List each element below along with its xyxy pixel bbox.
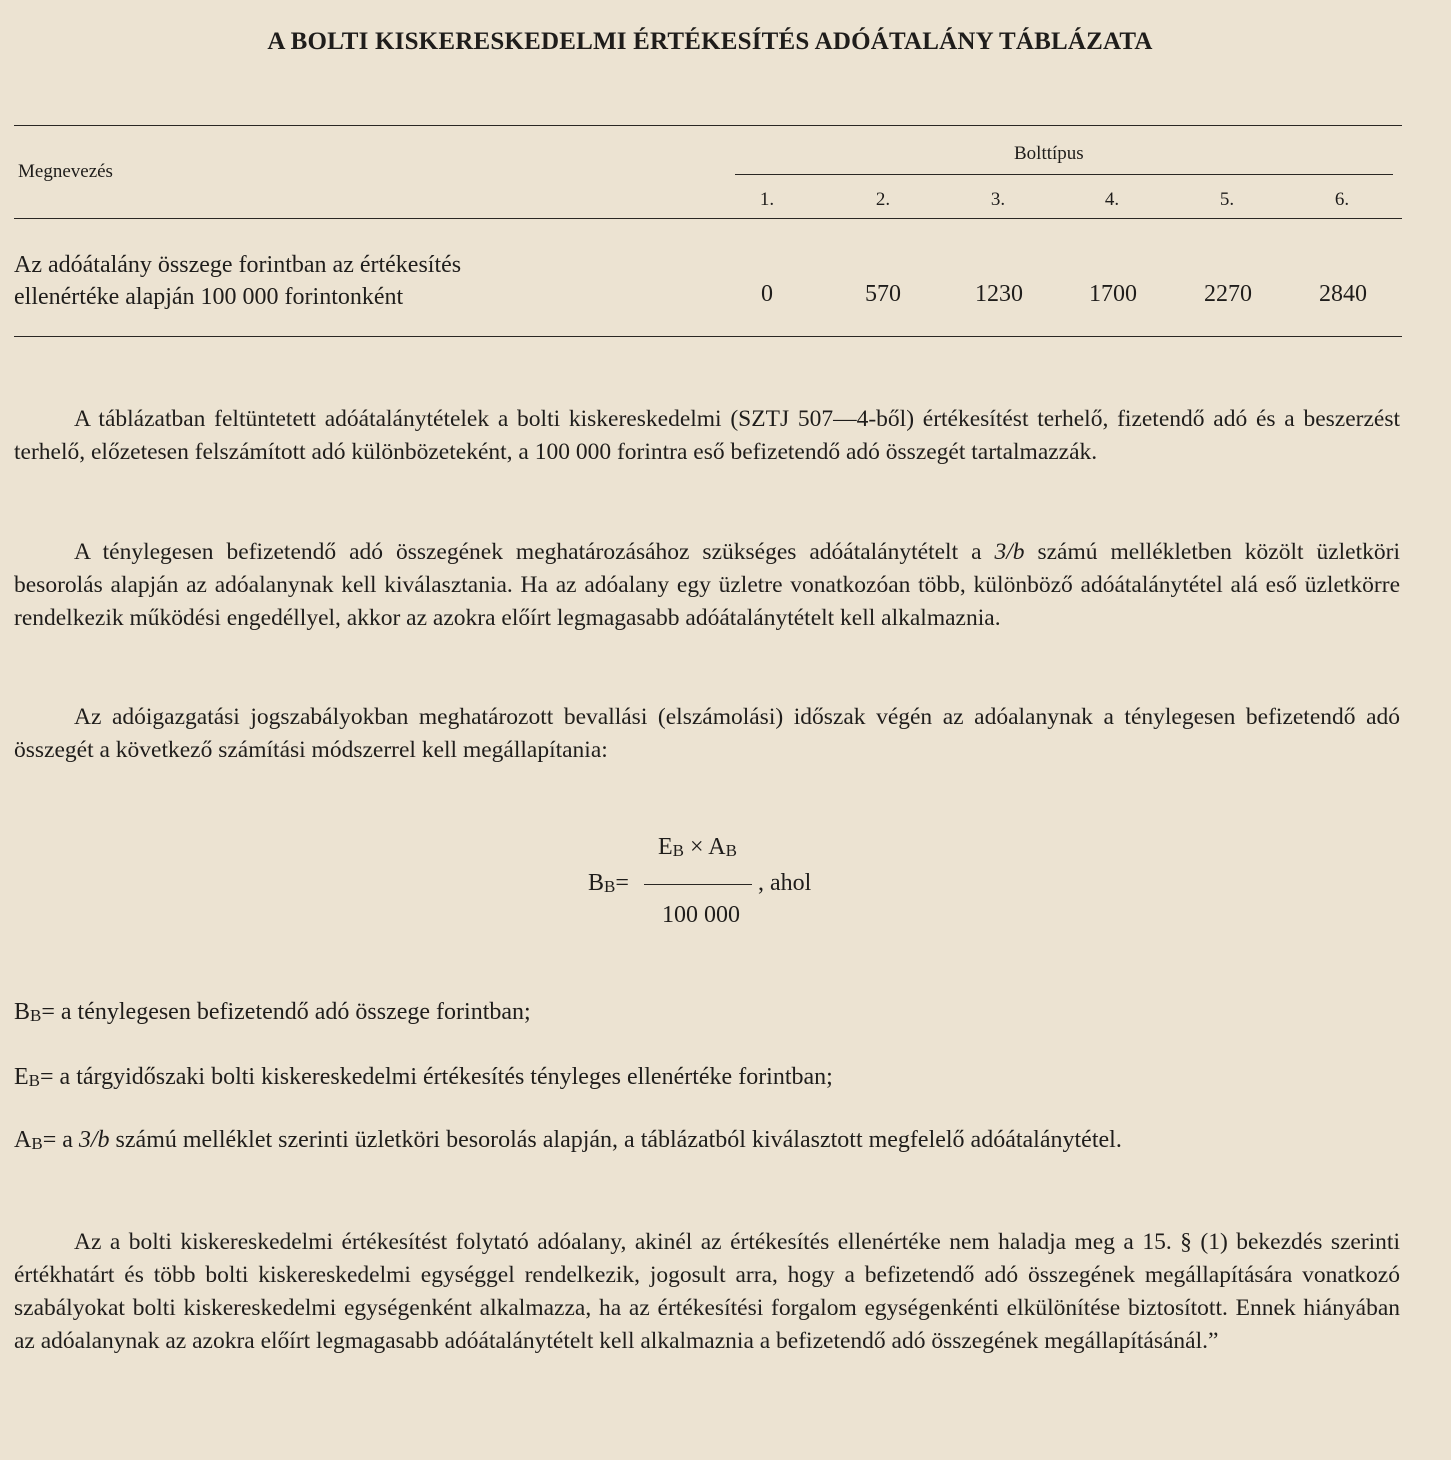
table-top-rule	[14, 125, 1402, 126]
paragraph-3: Az adóigazgatási jogszabályokban meghatározott bevallási (elszámolási) időszak végén az adóalanynak a ténylegesen befizetendő adó összegét a következő számítási módszerrel kell megállapítania:	[14, 704, 1400, 763]
column-header: 2.	[875, 189, 891, 210]
table-bottom-rule	[14, 336, 1402, 337]
formula-numerator: EB × AB	[658, 834, 737, 860]
formula-lhs: BB=	[588, 870, 629, 896]
table-cell: 0	[761, 281, 773, 307]
definition-e: EB= a tárgyidőszaki bolti kiskereskedelmi értékesítés tényleges ellenértéke forintban;	[14, 1064, 833, 1090]
column-header: 6.	[1334, 189, 1350, 210]
annex-reference: 3/b	[994, 539, 1025, 565]
column-header: 1.	[759, 189, 775, 210]
header-group: Bolttípus	[1014, 143, 1084, 164]
fraction-bar	[644, 884, 752, 885]
table-cell: 570	[865, 281, 901, 307]
formula-denominator: 100 000	[662, 902, 740, 928]
header-bottom-rule	[14, 218, 1402, 219]
column-header: 3.	[990, 189, 1006, 210]
formula-suffix: , ahol	[758, 870, 812, 896]
table-cell: 1700	[1089, 281, 1137, 307]
page-title: A BOLTI KISKERESKEDELMI ÉRTÉKESÍTÉS ADÓÁTALÁNY TÁBLÁZATA	[267, 28, 1153, 55]
paragraph-2: A ténylegesen befizetendő adó összegének meghatározásához szükséges adóátalánytételt a 3/b számú mellékletben közölt üzletköri besorolás alapján az adóalanynak kell kiválasztania. Ha az adóalany egy üzletre vonatkozóan több, különböző adóátalánytétel alá eső üzletkörre rendelkezik működési engedéllyel, akkor az azokra előírt legmagasabb adóátalánytételt kell alkalmaznia.	[14, 539, 1400, 631]
column-header: 4.	[1104, 189, 1120, 210]
paragraph-4: Az a bolti kiskereskedelmi értékesítést folytató adóalany, akinél az értékesítés ellenértéke nem haladja meg a 15. § (1) bekezdés szerinti értékhatárt és több bolti kiskereskedelmi egységgel rendelkezik, jogosult arra, hogy a befizetendő adó összegének megállapítására vonatkozó szabályokat bolti kiskereskedelmi egységenként alkalmazza, ha az értékesítési forgalom egységenkénti elkülönítése biztosított. Ennek hiányában az adóalanynak az azokra előírt legmagasabb adóátalánytételt kell alkalmaznia a befizetendő adó összegének megállapításánál.”	[14, 1229, 1400, 1354]
table-cell: 1230	[975, 281, 1023, 307]
definition-a: AB= a 3/b számú melléklet szerinti üzletköri besorolás alapján, a táblázatból kiválasztott megfelelő adóátalánytétel.	[14, 1127, 1122, 1153]
formula	[588, 832, 848, 932]
header-name: Megnevezés	[18, 161, 113, 182]
definition-b: BB= a ténylegesen befizetendő adó összege forintban;	[14, 999, 531, 1025]
table-cell: 2270	[1204, 281, 1252, 307]
header-group-rule	[735, 174, 1393, 175]
column-header: 5.	[1219, 189, 1235, 210]
table-cell: 2840	[1319, 281, 1367, 307]
paragraph-1: A táblázatban feltüntetett adóátalánytételek a bolti kiskereskedelmi (SZTJ 507—4-ből) értékesítést terhelő, fizetendő adó és a beszerzést terhelő, előzetesen felszámított adó különbözeteként, a 100 000 forintra eső befizetendő adó összegét tartalmazzák.	[14, 406, 1400, 465]
row-label: Az adóátalány összege forintban az értékesítés ellenértéke alapján 100 000 forintonként	[14, 252, 462, 310]
